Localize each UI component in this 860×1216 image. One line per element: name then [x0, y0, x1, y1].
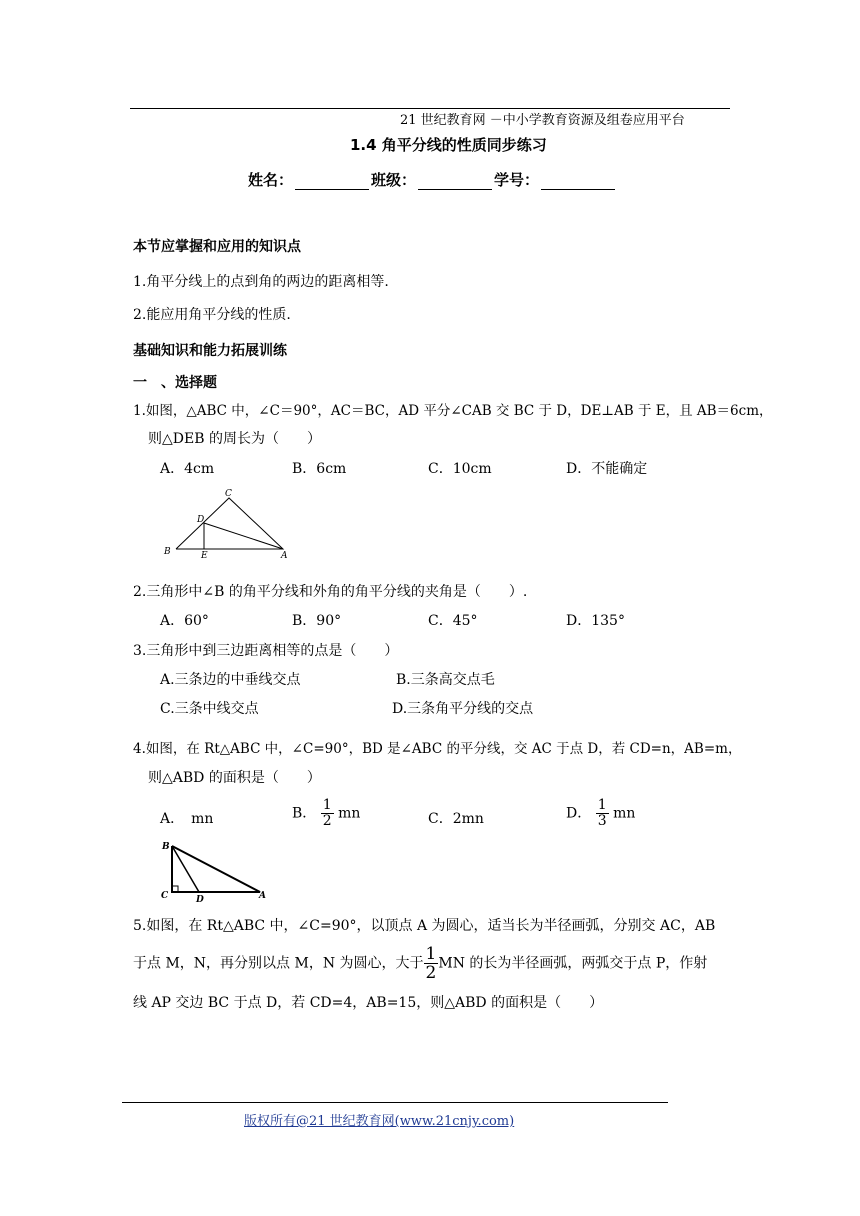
name-label: 姓名：	[248, 171, 294, 189]
q5-stem-line3: 线 AP 交边 BC 于点 D，若 CD=4，AB=15，则△ABD 的面积是（ ）	[133, 995, 604, 1011]
q3-option-c[interactable]: C.三条中线交点	[160, 701, 259, 717]
class-blank[interactable]	[418, 175, 492, 190]
q4-d-numerator: 1	[597, 797, 607, 813]
footer-rule	[122, 1102, 668, 1103]
q1-fig-label-c: C	[225, 489, 232, 499]
q4-option-a[interactable]: A． mn	[160, 811, 214, 827]
q3-stem: 3.三角形中到三边距离相等的点是（ ）	[133, 643, 399, 659]
section-knowledge-heading: 本节应掌握和应用的知识点	[133, 239, 301, 255]
q4-option-b[interactable]	[292, 798, 360, 829]
q1-fig-label-b: B	[164, 547, 171, 557]
q2-stem: 2.三角形中∠B 的角平分线和外角的角平分线的夹角是（ ）.	[133, 584, 528, 600]
q4-option-c[interactable]: C．2mn	[428, 811, 484, 827]
q5-stem-line1: 5.如图，在 Rt△ABC 中，∠C=90°，以顶点 A 为圆心，适当长为半径画弧，分别交 AC，AB	[133, 918, 716, 934]
knowledge-point-2: 2.能应用角平分线的性质.	[133, 307, 291, 323]
id-label: 学号：	[494, 171, 540, 189]
q4-option-d-prefix: D．	[566, 805, 592, 822]
knowledge-point-1: 1.角平分线上的点到角的两边的距离相等.	[133, 274, 389, 290]
q1-triangle-figure	[160, 486, 295, 558]
q2-option-d[interactable]: D．135°	[566, 613, 625, 629]
q1-fig-label-d: D	[197, 515, 205, 525]
q4-right-triangle-figure	[156, 838, 271, 902]
q1-stem-line1: 1.如图，△ABC 中，∠C＝90°，AC＝BC，AD 平分∠CAB 交 BC 于 D，DE⊥AB 于 E，且 AB＝6cm，	[133, 403, 773, 419]
q4-option-b-fraction	[321, 798, 334, 829]
q1-fig-label-a: A	[281, 551, 288, 558]
page-title: 1.4 角平分线的性质同步练习	[350, 136, 547, 154]
q5-line2-prefix: 于点 M，N，再分别以点 M，N 为圆心，大于	[133, 955, 424, 972]
q5-half-fraction	[424, 945, 439, 982]
q1-option-a[interactable]: A．4cm	[160, 461, 215, 477]
q4-option-b-suffix: mn	[338, 805, 361, 822]
q3-option-d[interactable]: D.三条角平分线的交点	[392, 701, 534, 717]
q4-stem-line2: 则△ABD 的面积是（ ）	[148, 770, 321, 786]
q4-fig-label-b: B	[162, 842, 170, 852]
q4-fig-label-d: D	[196, 895, 204, 902]
q1-fig-label-e: E	[201, 551, 208, 558]
name-blank[interactable]	[295, 175, 369, 190]
q4-fig-label-c: C	[161, 891, 169, 901]
q4-option-d-fraction	[596, 798, 609, 829]
q4-fig-label-a: A	[259, 891, 266, 901]
choice-section-heading: 一 、选择题	[133, 375, 217, 391]
class-label: 班级：	[371, 171, 417, 189]
q4-d-denominator: 3	[597, 813, 607, 829]
q4-option-d-suffix: mn	[613, 805, 636, 822]
q2-option-b[interactable]: B．90°	[292, 613, 342, 629]
q5-stem-line2	[133, 945, 707, 982]
q1-stem-line2: 则△DEB 的周长为（ ）	[148, 431, 321, 447]
q3-option-a[interactable]: A.三条边的中垂线交点	[160, 672, 301, 688]
q4-b-denominator: 2	[322, 813, 332, 829]
q2-option-c[interactable]: C．45°	[428, 613, 478, 629]
q4-b-numerator: 1	[322, 797, 332, 813]
header-site-text: 21 世纪教育网 －中小学教育资源及组卷应用平台	[400, 113, 685, 128]
q2-option-a[interactable]: A．60°	[160, 613, 209, 629]
section-training-heading: 基础知识和能力拓展训练	[133, 343, 287, 359]
q1-option-c[interactable]: C．10cm	[428, 461, 492, 477]
footer-copyright-link[interactable]: 版权所有@21 世纪教育网(www.21cnjy.com)	[244, 1114, 515, 1129]
q5-frac-denominator: 2	[425, 963, 437, 983]
q1-option-b[interactable]: B．6cm	[292, 461, 347, 477]
q5-frac-numerator: 1	[425, 944, 437, 964]
student-info-line	[248, 169, 617, 190]
id-blank[interactable]	[541, 175, 615, 190]
q5-line2-suffix: MN 的长为半径画弧，两弧交于点 P，作射	[438, 955, 708, 972]
q4-stem-line1: 4.如图，在 Rt△ABC 中，∠C=90°，BD 是∠ABC 的平分线，交 AC 于点 D，若 CD=n，AB=m，	[133, 741, 742, 757]
q1-option-d[interactable]: D．不能确定	[566, 461, 648, 477]
q3-option-b[interactable]: B.三条高交点毛	[396, 672, 495, 688]
q4-option-b-prefix: B．	[292, 805, 317, 822]
q4-option-d[interactable]	[566, 798, 635, 829]
